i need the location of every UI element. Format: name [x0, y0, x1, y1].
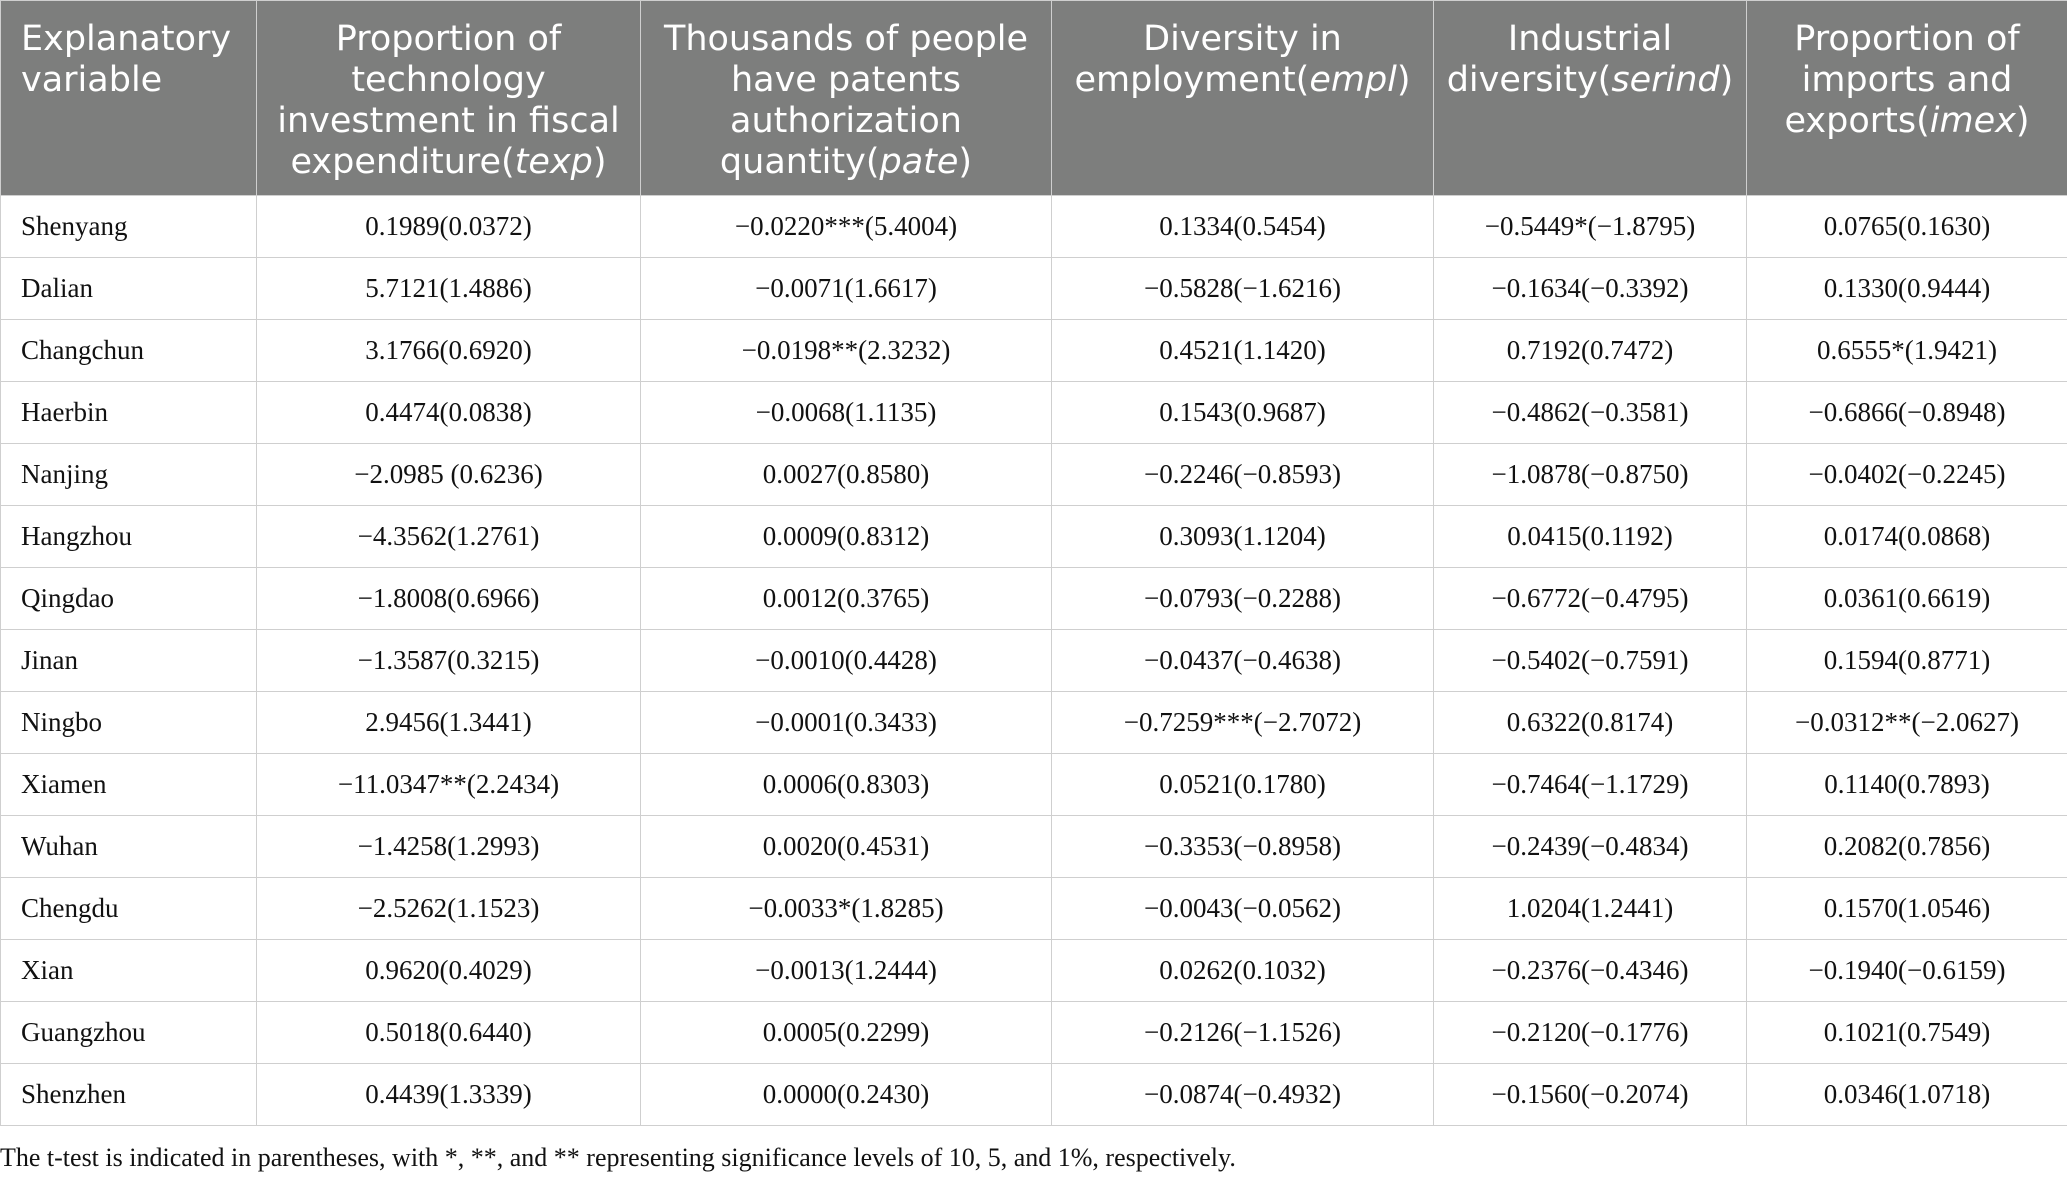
pate-cell: 0.0000(0.2430)	[641, 1064, 1052, 1126]
serind-cell: −1.0878(−0.8750)	[1434, 444, 1747, 506]
empl-abbr: empl	[1309, 60, 1397, 100]
table-row	[1, 692, 2067, 754]
city-cell: Changchun	[1, 320, 257, 382]
header-imex: Proportion of imports and exports(imex)	[1747, 1, 2067, 196]
header-empl: Diversity in employment(empl)	[1052, 1, 1434, 196]
empl-cell: −0.2246(−0.8593)	[1052, 444, 1434, 506]
empl-cell: 0.4521(1.1420)	[1052, 320, 1434, 382]
pate-cell: −0.0013(1.2444)	[641, 940, 1052, 1002]
table-row	[1, 196, 2067, 258]
pate-abbr: pate	[879, 142, 959, 182]
serind-cell: −0.6772(−0.4795)	[1434, 568, 1747, 630]
serind-cell: −0.7464(−1.1729)	[1434, 754, 1747, 816]
table-footnote: The t-test is indicated in parentheses, with *, **, and ** representing significance levels of 10, 5, and 1%, respectively.	[0, 1143, 1236, 1172]
pate-cell: 0.0005(0.2299)	[641, 1002, 1052, 1064]
texp-cell: 2.9456(1.3441)	[257, 692, 641, 754]
city-cell: Qingdao	[1, 568, 257, 630]
header-pate: Thousands of people have patents authorization quantity(pate)	[641, 1, 1052, 196]
imex-cell: 0.0346(1.0718)	[1747, 1064, 2067, 1126]
imex-cell: −0.0402(−0.2245)	[1747, 444, 2067, 506]
city-cell: Wuhan	[1, 816, 257, 878]
city-cell: Ningbo	[1, 692, 257, 754]
texp-cell: −4.3562(1.2761)	[257, 506, 641, 568]
serind-cell: −0.2376(−0.4346)	[1434, 940, 1747, 1002]
texp-cell: 3.1766(0.6920)	[257, 320, 641, 382]
table-row	[1, 258, 2067, 320]
pate-cell: −0.0001(0.3433)	[641, 692, 1052, 754]
serind-cell: −0.4862(−0.3581)	[1434, 382, 1747, 444]
pate-cell: −0.0033*(1.8285)	[641, 878, 1052, 940]
imex-cell: 0.1021(0.7549)	[1747, 1002, 2067, 1064]
serind-cell: −0.2120(−0.1776)	[1434, 1002, 1747, 1064]
imex-cell: 0.0174(0.0868)	[1747, 506, 2067, 568]
serind-cell: −0.5402(−0.7591)	[1434, 630, 1747, 692]
pate-cell: −0.0071(1.6617)	[641, 258, 1052, 320]
city-cell: Xiamen	[1, 754, 257, 816]
table-row	[1, 754, 2067, 816]
texp-cell: 0.5018(0.6440)	[257, 1002, 641, 1064]
pate-cell: −0.0010(0.4428)	[641, 630, 1052, 692]
imex-cell: 0.0765(0.1630)	[1747, 196, 2067, 258]
empl-cell: −0.7259***(−2.7072)	[1052, 692, 1434, 754]
empl-cell: 0.0521(0.1780)	[1052, 754, 1434, 816]
empl-cell: 0.3093(1.1204)	[1052, 506, 1434, 568]
city-cell: Xian	[1, 940, 257, 1002]
pate-cell: −0.0068(1.1135)	[641, 382, 1052, 444]
texp-cell: 5.7121(1.4886)	[257, 258, 641, 320]
city-cell: Dalian	[1, 258, 257, 320]
pate-cell: −0.0198**(2.3232)	[641, 320, 1052, 382]
header-explanatory-variable: Explanatory variable	[1, 1, 257, 196]
texp-cell: −1.8008(0.6966)	[257, 568, 641, 630]
table-row	[1, 816, 2067, 878]
serind-cell: 1.0204(1.2441)	[1434, 878, 1747, 940]
serind-cell: 0.0415(0.1192)	[1434, 506, 1747, 568]
imex-cell: −0.6866(−0.8948)	[1747, 382, 2067, 444]
empl-cell: 0.0262(0.1032)	[1052, 940, 1434, 1002]
empl-cell: −0.2126(−1.1526)	[1052, 1002, 1434, 1064]
imex-cell: 0.1594(0.8771)	[1747, 630, 2067, 692]
table-row	[1, 320, 2067, 382]
texp-cell: −2.5262(1.1523)	[257, 878, 641, 940]
serind-cell: 0.6322(0.8174)	[1434, 692, 1747, 754]
texp-cell: −2.0985 (0.6236)	[257, 444, 641, 506]
pate-cell: −0.0220***(5.4004)	[641, 196, 1052, 258]
table-row	[1, 1064, 2067, 1126]
city-cell: Hangzhou	[1, 506, 257, 568]
table-row	[1, 1002, 2067, 1064]
header-serind: Industrial diversity(serind)	[1434, 1, 1747, 196]
imex-abbr: imex	[1929, 101, 2016, 141]
header-texp: Proportion of technology investment in fiscal expenditure(texp)	[257, 1, 641, 196]
table-row	[1, 382, 2067, 444]
table-row	[1, 506, 2067, 568]
table-row	[1, 630, 2067, 692]
imex-cell: −0.1940(−0.6159)	[1747, 940, 2067, 1002]
imex-cell: −0.0312**(−2.0627)	[1747, 692, 2067, 754]
texp-cell: −1.3587(0.3215)	[257, 630, 641, 692]
pate-cell: 0.0012(0.3765)	[641, 568, 1052, 630]
empl-cell: −0.0437(−0.4638)	[1052, 630, 1434, 692]
texp-abbr: texp	[514, 142, 593, 182]
pate-cell: 0.0020(0.4531)	[641, 816, 1052, 878]
texp-cell: 0.4439(1.3339)	[257, 1064, 641, 1126]
imex-cell: 0.0361(0.6619)	[1747, 568, 2067, 630]
pate-cell: 0.0006(0.8303)	[641, 754, 1052, 816]
empl-cell: −0.0793(−0.2288)	[1052, 568, 1434, 630]
city-cell: Nanjing	[1, 444, 257, 506]
city-cell: Shenyang	[1, 196, 257, 258]
imex-cell: 0.1570(1.0546)	[1747, 878, 2067, 940]
texp-cell: 0.9620(0.4029)	[257, 940, 641, 1002]
city-cell: Chengdu	[1, 878, 257, 940]
empl-cell: −0.0874(−0.4932)	[1052, 1064, 1434, 1126]
imex-cell: 0.1140(0.7893)	[1747, 754, 2067, 816]
serind-cell: −0.1560(−0.2074)	[1434, 1064, 1747, 1126]
serind-cell: −0.5449*(−1.8795)	[1434, 196, 1747, 258]
imex-cell: 0.6555*(1.9421)	[1747, 320, 2067, 382]
pate-cell: 0.0027(0.8580)	[641, 444, 1052, 506]
city-cell: Shenzhen	[1, 1064, 257, 1126]
empl-cell: 0.1543(0.9687)	[1052, 382, 1434, 444]
texp-cell: −1.4258(1.2993)	[257, 816, 641, 878]
serind-abbr: serind	[1611, 60, 1720, 100]
texp-cell: 0.4474(0.0838)	[257, 382, 641, 444]
pate-cell: 0.0009(0.8312)	[641, 506, 1052, 568]
empl-cell: −0.5828(−1.6216)	[1052, 258, 1434, 320]
imex-cell: 0.2082(0.7856)	[1747, 816, 2067, 878]
table-row	[1, 878, 2067, 940]
texp-cell: −11.0347**(2.2434)	[257, 754, 641, 816]
serind-cell: −0.2439(−0.4834)	[1434, 816, 1747, 878]
table-row	[1, 444, 2067, 506]
serind-cell: −0.1634(−0.3392)	[1434, 258, 1747, 320]
texp-cell: 0.1989(0.0372)	[257, 196, 641, 258]
header-row	[1, 1, 2067, 196]
city-cell: Haerbin	[1, 382, 257, 444]
serind-cell: 0.7192(0.7472)	[1434, 320, 1747, 382]
imex-cell: 0.1330(0.9444)	[1747, 258, 2067, 320]
table-row	[1, 568, 2067, 630]
empl-cell: −0.0043(−0.0562)	[1052, 878, 1434, 940]
empl-cell: −0.3353(−0.8958)	[1052, 816, 1434, 878]
city-cell: Jinan	[1, 630, 257, 692]
empl-cell: 0.1334(0.5454)	[1052, 196, 1434, 258]
city-cell: Guangzhou	[1, 1002, 257, 1064]
table-row	[1, 940, 2067, 1002]
